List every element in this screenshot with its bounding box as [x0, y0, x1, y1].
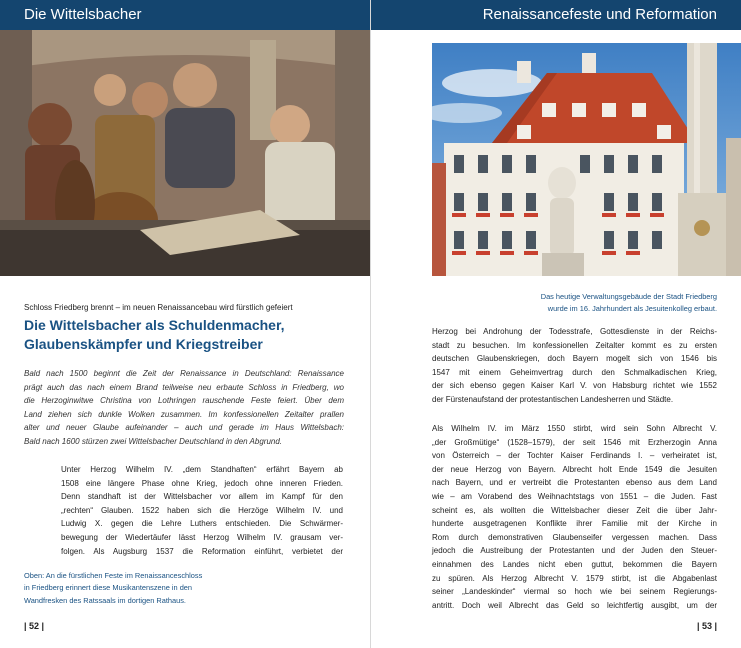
body-line: „rechten“ Glauben. 1522 haben sich die Herzöge Wilhelm IV. und — [61, 505, 343, 515]
body-line: folgen. Als Augsburg 1537 die Reformation einführt, verbietet der — [61, 546, 343, 556]
body-line: 1508 eine längere Phase ohne Krieg, jedoch ohne inneren Frieden. — [61, 478, 343, 488]
body-line: Rom durch demonstrativen Glaubenseifer vergessen machen. Dass — [432, 532, 717, 542]
left-running-header: Die Wittelsbacher — [0, 0, 370, 30]
body-line: „der Großmütige“ (1528–1579), der seit 1546 mit Erzherzogin Anna — [432, 437, 717, 447]
body-line: bewegung der Wiedertäufer lässt Herzog Wilhelm IV. grausam ver- — [61, 532, 343, 542]
body-line: einnahmen des Landes nicht eben guttut, bekommen die Bayern — [432, 559, 717, 569]
caption-line: Das heutige Verwaltungsgebäude der Stadt Friedberg — [540, 292, 717, 301]
body-line: 1547 mit einem Geheimvertrag durch den Schmalkadischen Krieg, — [432, 367, 717, 377]
body-line: Denn standhaft ist der Wittelsbacher vor allem im Kampf für den — [61, 492, 343, 502]
body-line: scheint es, als wollten die Wittelsbacher dieser Zeit die über Jahr- — [432, 505, 717, 515]
left-page — [0, 0, 370, 648]
body-line: der Fürstenaufstand der protestantischen Landesherren und Städte. — [432, 394, 674, 404]
caption-line: wurde im 16. Jahrhundert als Jesuitenkolleg erbaut. — [547, 304, 717, 314]
body-line: hunderte ausgetragenen Konflikte ihrer Familie mit der Kirche in — [432, 519, 717, 529]
building-photo — [432, 43, 741, 276]
body-line: Als Wilhelm IV. im März 1550 stirbt, wird sein Sohn Albrecht V. — [432, 424, 717, 433]
intro-line: prägt auch das nach einem Brand teilweise neu erbaute Schloss in Friedberg, wo — [24, 382, 344, 392]
left-body-text — [61, 463, 343, 558]
body-line: zu spüren. Als Herzog Albrecht V. 1579 stirbt, ist die Abgabenlast — [432, 573, 717, 583]
right-page — [371, 0, 741, 648]
left-headline — [24, 316, 354, 354]
body-line: der sich ebenso gegen Kaiser Karl V. von Habsburg richtet wie 1552 — [432, 381, 717, 391]
left-kicker: Schloss Friedberg brennt – im neuen Renaissancebau wird fürstlich gefeiert — [24, 303, 293, 312]
right-page-number: | 53 | — [696, 621, 717, 631]
right-paragraph-2 — [432, 422, 717, 612]
body-line: der neue Herzog von Bayern. Albrecht holt Ende 1549 die Jesuiten — [432, 464, 717, 474]
headline-line: Glaubenskämpfer und Kriegstreiber — [24, 336, 263, 352]
body-line: von Österreich – der Tochter Kaiser Ferdinands I. – verheiratet ist, — [432, 451, 717, 461]
left-page-number: | 52 | — [24, 621, 45, 631]
body-line: antritt. Doch weil Albrecht das Geld so leichtfertig ausgibt, um der — [432, 600, 717, 610]
body-line: Unter Herzog Wilhelm IV. „dem Standhaften“ erfährt Bayern ab — [61, 465, 343, 474]
caption-line: Oben: An die fürstlichen Feste im Renaissanceschloss — [24, 571, 203, 580]
body-line: nach Bayern, und er vertreibt die Protestanten ebenso aus dem Land — [432, 478, 717, 488]
right-image-caption — [467, 291, 717, 316]
headline-line: Die Wittelsbacher als Schuldenmacher, — [24, 317, 285, 333]
body-line: Herzog bei Androhung der Todesstrafe, Gottesdienste in der Reichs- — [432, 327, 717, 336]
body-line: Ludwig X. gegen die Lehre Luthers entschieden. Die Schwärmer- — [61, 519, 343, 529]
body-line: seiner „Landeskinder“ viermal so hoch wie bei seinem Regierungs- — [432, 587, 717, 597]
intro-line: alter und neuer Glaube aufeinander – auch und gerade im Haus Wittelsbach: — [24, 423, 344, 433]
body-line: stadt zu besuchen. Im konfessionellen Zeitalter kommt es zu ersten — [432, 340, 717, 350]
caption-line: Wandfresken des Ratssaals im dortigen Rathaus. — [24, 595, 186, 605]
right-running-header: Renaissancefeste und Reformation — [371, 0, 741, 30]
body-line: jedoch die Austreibung der Protestanten und der Juden den Steuer- — [432, 546, 717, 556]
intro-line: Land ziehen sich dunkle Wolken zusammen. Im konfessionellen Zeitalter prallen — [24, 409, 344, 419]
right-paragraph-1 — [432, 325, 717, 407]
body-line: wie – am Vorabend des Weihnachtstags von 1551 – die Juden. Fast — [432, 491, 717, 501]
intro-line: Bald nach 1600 stürzen zwei Wittelsbacher Deutschland in den Abgrund. — [24, 436, 283, 446]
caption-line: in Friedberg erinnert diese Musikantenszene in den — [24, 583, 193, 593]
intro-line: Bald nach 1500 beginnt die Zeit der Renaissance in Deutschland: Renaissance — [24, 369, 344, 378]
left-image-caption — [24, 570, 264, 607]
intro-line: die Herzoginwitwe Christina von Lothringen rauschende Feste feiert. Über dem — [24, 396, 344, 406]
left-intro — [24, 367, 344, 449]
body-line: deutschen Glaubenskriegen, doch Bayern mogelt sich von 1546 bis — [432, 354, 717, 364]
fresco-image — [0, 30, 370, 276]
